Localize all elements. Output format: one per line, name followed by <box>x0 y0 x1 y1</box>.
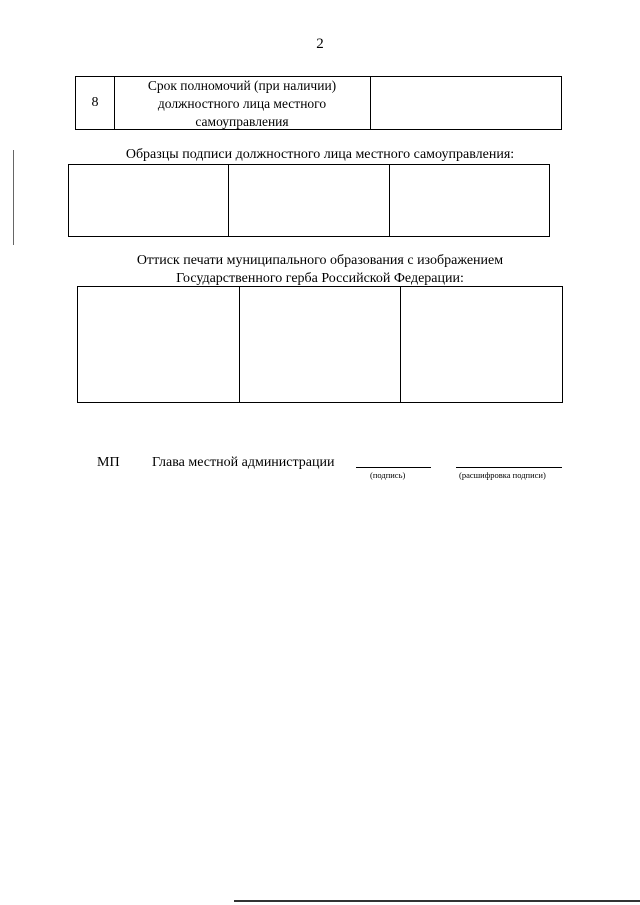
decoding-caption: (расшифровка подписи) <box>459 470 546 480</box>
seal-heading-line: Государственного герба Российской Федерации: <box>176 271 464 286</box>
signature-cell <box>229 165 389 236</box>
signature-cell <box>69 165 229 236</box>
signature-samples-heading: Образцы подписи должностного лица местного самоуправления: <box>125 147 515 162</box>
mp-label: МП <box>97 455 120 470</box>
seal-heading-line: Оттиск печати муниципального образования с изображением <box>136 253 504 268</box>
row-label <box>114 77 371 129</box>
signature-caption: (подпись) <box>370 470 406 480</box>
scan-artifact-line <box>13 150 14 245</box>
seal-cell <box>78 287 240 402</box>
row-label-line: должностного лица местного <box>157 96 327 111</box>
signature-samples-table <box>68 164 550 237</box>
page-number: 2 <box>316 36 324 52</box>
seal-cell <box>401 287 562 402</box>
seal-heading <box>0 252 640 288</box>
row-label-line: Срок полномочий (при наличии) <box>147 78 337 93</box>
seal-cell <box>240 287 402 402</box>
signature-cell <box>390 165 549 236</box>
seal-impression-table <box>77 286 563 403</box>
row-value <box>371 77 561 129</box>
table-row <box>75 76 562 130</box>
decoding-blank <box>456 467 562 468</box>
row-label-line: самоуправления <box>195 114 289 129</box>
signature-blank <box>356 467 431 468</box>
head-of-administration-label: Глава местной администрации <box>152 455 335 470</box>
row-number: 8 <box>76 77 115 129</box>
scan-artifact-line <box>234 900 640 902</box>
